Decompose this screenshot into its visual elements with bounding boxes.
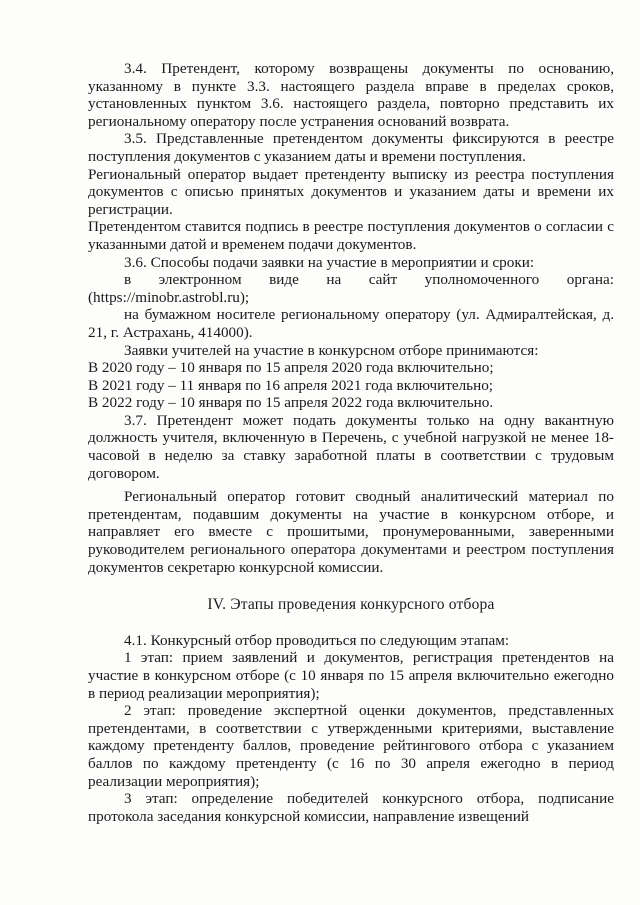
paragraph-stage-1: 1 этап: прием заявлений и документов, регистрация претендентов на участие в конкурсном отборе (с 10 января по 15 апреля включительно ежегодно в период реализации мероприятия); <box>88 649 614 702</box>
paragraph-year-2022: В 2022 году – 10 января по 15 апреля 2022 года включительно. <box>88 394 494 412</box>
paragraph-3-6: 3.6. Способы подачи заявки на участие в мероприятии и сроки: <box>124 253 535 271</box>
document-body <box>88 60 614 825</box>
paragraph-year-2021: В 2021 году – 11 января по 16 апреля 2021 года включительно; <box>88 376 494 394</box>
paragraph-4-1: 4.1. Конкурсный отбор проводиться по следующим этапам: <box>124 631 510 649</box>
paragraph-3-5: 3.5. Представленные претендентом документы фиксируются в реестре поступления документов с указанием даты и времени поступления. <box>88 130 614 165</box>
paragraph-analytical-material: Региональный оператор готовит сводный аналитический материал по претендентам, подавшим документы на участие в конкурсном отборе, и направляет его вместе с прошитыми, пронумерованными, заверенными руководителем регионального оператора документами и реестром поступления документов секретарю конкурсной комиссии. <box>88 488 614 576</box>
paragraph-signature: Претендентом ставится подпись в реестре поступления документов о согласии с указанными датой и временем подачи документов. <box>88 218 614 253</box>
paragraph-stage-3: 3 этап: определение победителей конкурсного отбора, подписание протокола заседания конкурсной комиссии, направление извещений <box>88 790 614 825</box>
paragraph-3-4: 3.4. Претендент, которому возвращены документы по основанию, указанному в пункте 3.3. настоящего раздела вправе в пределах сроков, установленных пунктом 3.6. настоящего раздела, повторно представить их региональному оператору после устранения оснований возврата. <box>88 60 614 130</box>
paragraph-year-2020: В 2020 году – 10 января по 15 апреля 2020 года включительно; <box>88 359 494 377</box>
section-heading: IV. Этапы проведения конкурсного отбора <box>207 596 495 614</box>
paragraph-electronic-submission: в электронном виде на сайт уполномоченного органа: (https://minobr.astrobl.ru); <box>88 271 614 306</box>
paragraph-3-7: 3.7. Претендент может подать документы только на одну вакантную должность учителя, включенную в Перечень, с учебной нагрузкой не менее 18-часовой в неделю за ставку заработной платы в соответствии с трудовым договором. <box>88 411 614 482</box>
paragraph-operator-extract: Региональный оператор выдает претенденту выписку из реестра поступления документов с описью принятых документов и указанием даты и времени их регистрации. <box>88 165 614 218</box>
paragraph-applications-accepted: Заявки учителей на участие в конкурсном отборе принимаются: <box>124 341 539 359</box>
paragraph-paper-submission: на бумажном носителе региональному оператору (ул. Адмиралтейская, д. 21, г. Астрахань, 414000). <box>88 306 614 341</box>
paragraph-stage-2: 2 этап: проведение экспертной оценки документов, представленных претендентами, в соответствии с утвержденными критериями, выставление каждому претенденту баллов, проведение рейтингового отбора с указанием баллов по каждому претенденту (с 16 по 30 апреля ежегодно в период реализации мероприятия); <box>88 702 614 790</box>
